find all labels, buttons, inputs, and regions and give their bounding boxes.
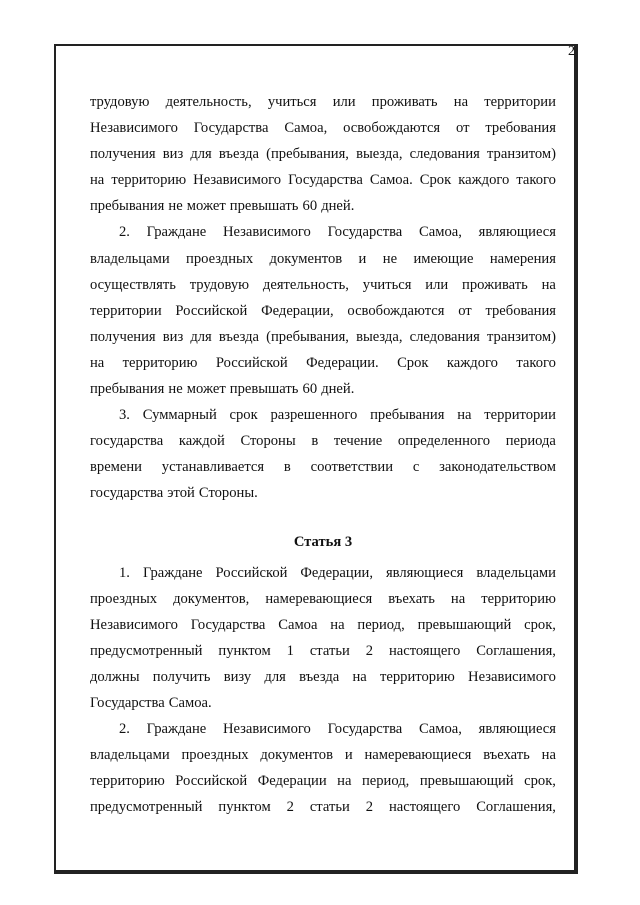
word: Самоа, (284, 120, 328, 137)
word: территорию (111, 172, 187, 189)
word: на (90, 354, 105, 371)
word: владельцами (476, 564, 556, 581)
word: владельцами (90, 747, 170, 764)
word: течение (333, 433, 383, 450)
word: каждой (178, 433, 225, 450)
word: Российской (175, 302, 248, 319)
word: территории (90, 302, 162, 319)
word: территорию (122, 354, 198, 371)
word: периода (505, 433, 556, 450)
text-line (90, 376, 556, 402)
word: (пребывания, (266, 328, 349, 345)
word: настоящего (388, 642, 461, 659)
word: на (541, 276, 556, 293)
word: пребывания (370, 407, 445, 424)
word: намеревающиеся (364, 747, 472, 764)
word: не (168, 381, 183, 398)
word: виз (162, 328, 184, 345)
word: Срок (397, 354, 429, 371)
word: должны (90, 668, 140, 685)
word: превышающий (417, 616, 512, 633)
word: или (425, 276, 449, 293)
word: или (332, 94, 356, 110)
word: территорию (380, 668, 455, 685)
section-spacer (90, 507, 556, 529)
word: дней. (321, 198, 355, 215)
word: 2 (365, 642, 374, 659)
document-body (90, 89, 556, 820)
word: Государства (190, 616, 266, 633)
word: территории (484, 407, 556, 424)
word: Самоа. (369, 172, 413, 189)
word: Федерации. (306, 354, 379, 371)
word: территорию (90, 773, 165, 790)
word: устанавливается (161, 459, 265, 476)
word: 2. (119, 721, 130, 738)
word: предусмотренный (90, 642, 203, 659)
word: деятельность, (165, 94, 252, 110)
text-line (90, 638, 556, 664)
word: Граждане (146, 721, 207, 738)
word: Срок (419, 172, 452, 189)
word: превышать (229, 198, 299, 215)
word: транзитом) (486, 146, 556, 163)
text-line (90, 768, 556, 794)
word: на (457, 407, 472, 424)
page-number: 2 (568, 44, 575, 59)
text-line (90, 115, 556, 141)
word: Соглашения, (476, 642, 556, 659)
word: каждого (446, 354, 498, 371)
word: Соглашения, (476, 799, 556, 816)
text-line (90, 664, 556, 690)
word: являющиеся (385, 564, 464, 581)
paragraph-4 (90, 560, 556, 717)
word: визу (223, 668, 252, 685)
word: пунктом (218, 799, 271, 816)
word: 2 (286, 799, 294, 816)
word: на (450, 590, 466, 607)
word: получения (90, 328, 156, 345)
word: Граждане (146, 224, 207, 241)
word: проездных (186, 250, 254, 267)
word: Стороны (240, 433, 296, 450)
text-line (90, 560, 556, 586)
word: требования (485, 120, 556, 137)
word: Независимого (222, 224, 311, 241)
paragraph-3 (90, 402, 556, 506)
word: разрешенного (270, 407, 358, 424)
word: виз (162, 146, 184, 163)
word: соответствии (310, 459, 394, 476)
word: Суммарный (142, 407, 217, 424)
word: может (186, 198, 226, 215)
text-line (90, 428, 556, 454)
article-title: Статья 3 (293, 533, 353, 550)
word: (пребывания, (266, 146, 349, 163)
word: требования (485, 302, 556, 319)
word: следования (409, 328, 480, 345)
word: въезда (218, 328, 260, 345)
word: Независимого (193, 172, 282, 189)
word: Государства (327, 721, 403, 738)
word: пунктом (218, 642, 271, 659)
word: от (456, 120, 470, 137)
word: период, (361, 773, 410, 790)
word: освобождаются (347, 302, 445, 319)
word: с (412, 459, 420, 476)
word: проживать (371, 94, 438, 110)
word: Федерации (257, 773, 327, 790)
word: такого (516, 172, 556, 189)
word: на (453, 94, 469, 110)
text-line (90, 141, 556, 167)
word: на (337, 773, 352, 790)
word: Государства (90, 694, 165, 711)
word: для (264, 668, 286, 685)
word: Российской (175, 773, 248, 790)
word: Независимого (90, 616, 178, 633)
word: 60 (302, 381, 318, 398)
text-line (90, 586, 556, 612)
word: деятельность, (262, 276, 349, 293)
text-line (90, 480, 556, 506)
word: Федерации, (300, 564, 373, 581)
word: выезда, (356, 146, 403, 163)
text-line (90, 350, 556, 376)
word: превышать (229, 381, 299, 398)
word: Российской (215, 354, 288, 371)
word: трудовую (90, 94, 150, 110)
word: владельцами (90, 250, 170, 267)
word: проживать (462, 276, 528, 293)
word: намеревающиеся (265, 590, 373, 607)
word: и (358, 250, 367, 267)
word: освобождаются (343, 120, 441, 137)
text-line (90, 298, 556, 324)
word: не (168, 198, 183, 215)
word: предусмотренный (90, 799, 203, 816)
text-line (90, 193, 556, 219)
word: въехать (483, 747, 530, 764)
word: Самоа, (419, 721, 462, 738)
word: Самоа, (419, 224, 462, 241)
word: этой (167, 485, 195, 502)
word: Федерации, (261, 302, 334, 319)
word: документов, (173, 590, 250, 607)
word: в (283, 459, 291, 476)
word: въезда (299, 668, 340, 685)
word: намерения (489, 250, 556, 267)
text-line (90, 454, 556, 480)
word: 1. (119, 564, 130, 581)
word: въехать (388, 590, 435, 607)
text-line (90, 742, 556, 768)
text-line (90, 167, 556, 193)
word: 2. (119, 224, 130, 241)
word: срок, (524, 773, 556, 790)
text-line (90, 219, 556, 245)
word: получения (90, 146, 156, 163)
word: учиться (362, 276, 412, 293)
word: осуществлять (90, 276, 176, 293)
word: трудовую (189, 276, 250, 293)
text-line (90, 402, 556, 428)
paragraph-1 (90, 89, 556, 219)
word: Независимого (90, 120, 178, 137)
word: 60 (302, 198, 318, 215)
word: Государства (193, 120, 269, 137)
word: являющиеся (478, 721, 556, 738)
word: транзитом) (486, 328, 556, 345)
word: проездных (90, 590, 158, 607)
word: государства (90, 433, 164, 450)
word: в (311, 433, 319, 450)
word: получить (152, 668, 211, 685)
text-line (90, 794, 556, 820)
word: каждого (458, 172, 510, 189)
text-line (90, 716, 556, 742)
word: период, (357, 616, 405, 633)
text-line (90, 89, 556, 115)
word: и (344, 747, 353, 764)
word: определенного (397, 433, 491, 450)
word: 1 (286, 642, 294, 659)
word: имеющие (413, 250, 474, 267)
text-line (90, 272, 556, 298)
word: статьи (309, 642, 350, 659)
word: 3. (119, 407, 130, 424)
word: документов (260, 747, 333, 764)
word: Российской (215, 564, 288, 581)
word: являющиеся (478, 224, 556, 241)
word: законодательством (439, 459, 556, 476)
word: выезда, (356, 328, 403, 345)
word: следования (409, 146, 480, 163)
word: времени (90, 459, 142, 476)
word: для (190, 146, 212, 163)
word: такого (516, 354, 556, 371)
word: от (458, 302, 472, 319)
word: 2 (365, 799, 374, 816)
word: настоящего (388, 799, 461, 816)
word: Независимого (222, 721, 311, 738)
text-line (90, 324, 556, 350)
word: дней. (321, 381, 355, 398)
paragraph-5 (90, 716, 556, 820)
word: срок, (524, 616, 556, 633)
word: для (190, 328, 212, 345)
word: превышающий (419, 773, 514, 790)
word: въезда (218, 146, 260, 163)
text-line (90, 612, 556, 638)
word: пребывания (90, 381, 165, 398)
word: пребывания (90, 198, 165, 215)
paragraph-2 (90, 219, 556, 402)
word: документов (269, 250, 343, 267)
text-line (90, 690, 556, 716)
word: на (541, 747, 556, 764)
word: Граждане (142, 564, 203, 581)
word: не (382, 250, 398, 267)
word: на (90, 172, 105, 189)
word: учиться (267, 94, 317, 110)
word: государства (90, 485, 164, 502)
text-line (90, 246, 556, 272)
word: Государства (288, 172, 363, 189)
word: Самоа (278, 616, 318, 633)
word: срок (229, 407, 258, 424)
word: Самоа. (168, 694, 212, 711)
word: статьи (309, 799, 350, 816)
word: Стороны. (198, 485, 258, 502)
word: может (186, 381, 226, 398)
word: территорию (481, 590, 556, 607)
word: на (330, 616, 345, 633)
word: Государства (327, 224, 403, 241)
word: территории (484, 94, 556, 110)
word: проездных (181, 747, 249, 764)
word: Независимого (468, 668, 556, 685)
word: на (352, 668, 367, 685)
